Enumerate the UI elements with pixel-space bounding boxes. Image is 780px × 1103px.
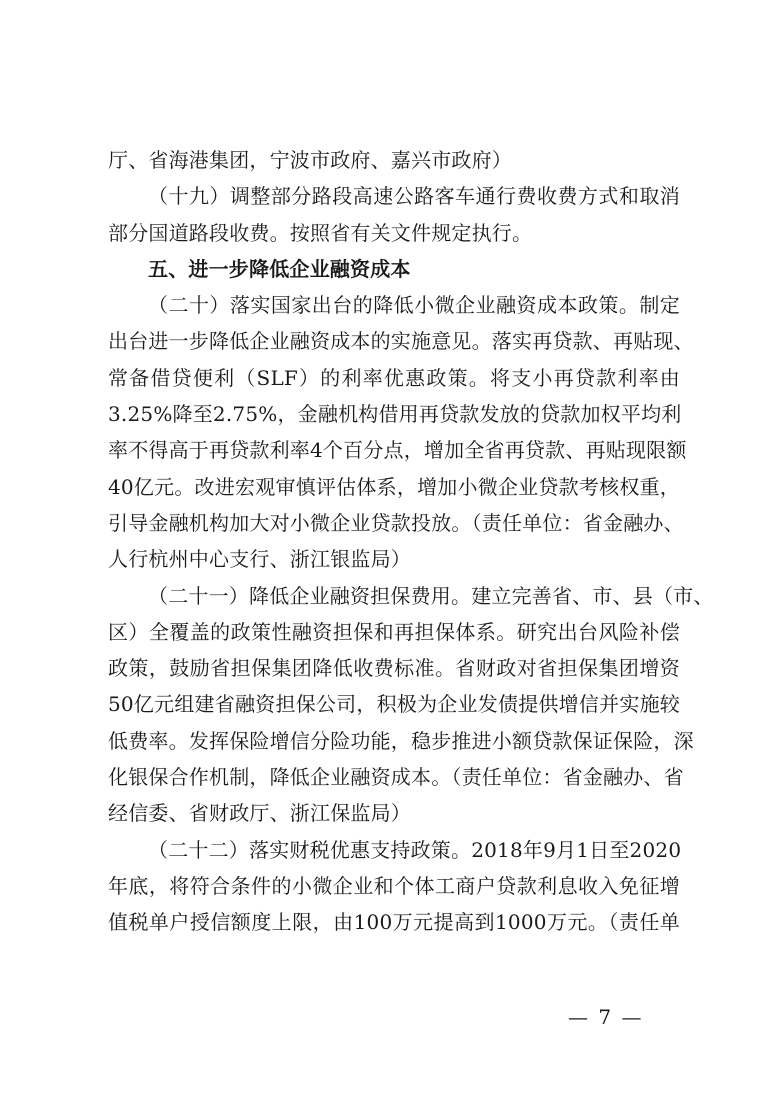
- text-line: 年底，将符合条件的小微企业和个体工商户贷款利息收入免征增: [108, 873, 680, 898]
- text-line: 3.25%降至2.75%，金融机构借用再贷款发放的贷款加权平均利: [108, 402, 682, 427]
- text-line: 低费率。发挥保险增信分险功能，稳步推进小额贷款保证保险，深: [108, 728, 694, 753]
- text-line: 50亿元组建省融资担保公司，积极为企业发债提供增信并实施较: [108, 692, 680, 717]
- text-line: 40亿元。改进宏观审慎评估体系，增加小微企业贷款考核权重，: [108, 474, 680, 499]
- text-line: 区）全覆盖的政策性融资担保和再担保体系。研究出台风险补偿: [108, 619, 680, 644]
- text-line: 人行杭州中心支行、浙江银监局）: [108, 547, 411, 572]
- text-line: （十九）调整部分路段高速公路客车通行费收费方式和取消: [148, 184, 680, 209]
- text-line: 经信委、省财政厅、浙江保监局）: [108, 801, 411, 826]
- page-number: — 7 —: [568, 1005, 644, 1029]
- text-line: 引导金融机构加大对小微企业贷款投放。（责任单位：省金融办、: [108, 510, 684, 535]
- section-heading: 五、进一步降低企业融资成本: [148, 256, 411, 281]
- text-line: （二十）落实国家出台的降低小微企业融资成本政策。制定: [148, 293, 680, 318]
- text-line: 值税单户授信额度上限，由100万元提高到1000万元。（责任单: [108, 910, 680, 935]
- text-line: 率不得高于再贷款利率4个百分点，增加全省再贷款、再贴现限额: [108, 438, 687, 463]
- document-body: [108, 142, 714, 941]
- text-line: （二十一）降低企业融资担保费用。建立完善省、市、县（市、: [148, 583, 714, 608]
- text-line: 出台进一步降低企业融资成本的实施意见。落实再贷款、再贴现、: [108, 329, 694, 354]
- text-line: 部分国道路段收费。按照省有关文件规定执行。: [108, 220, 533, 245]
- text-line: 政策，鼓励省担保集团降低收费标准。省财政对省担保集团增资: [108, 656, 680, 681]
- text-line: （二十二）落实财税优惠支持政策。2018年9月1日至2020: [148, 837, 682, 862]
- text-line: 化银保合作机制，降低企业融资成本。（责任单位：省金融办、省: [108, 765, 684, 790]
- text-line: 厅、省海港集团，宁波市政府、嘉兴市政府）: [108, 148, 512, 172]
- text-line: 常备借贷便利（SLF）的利率优惠政策。将支小再贷款利率由: [108, 365, 680, 390]
